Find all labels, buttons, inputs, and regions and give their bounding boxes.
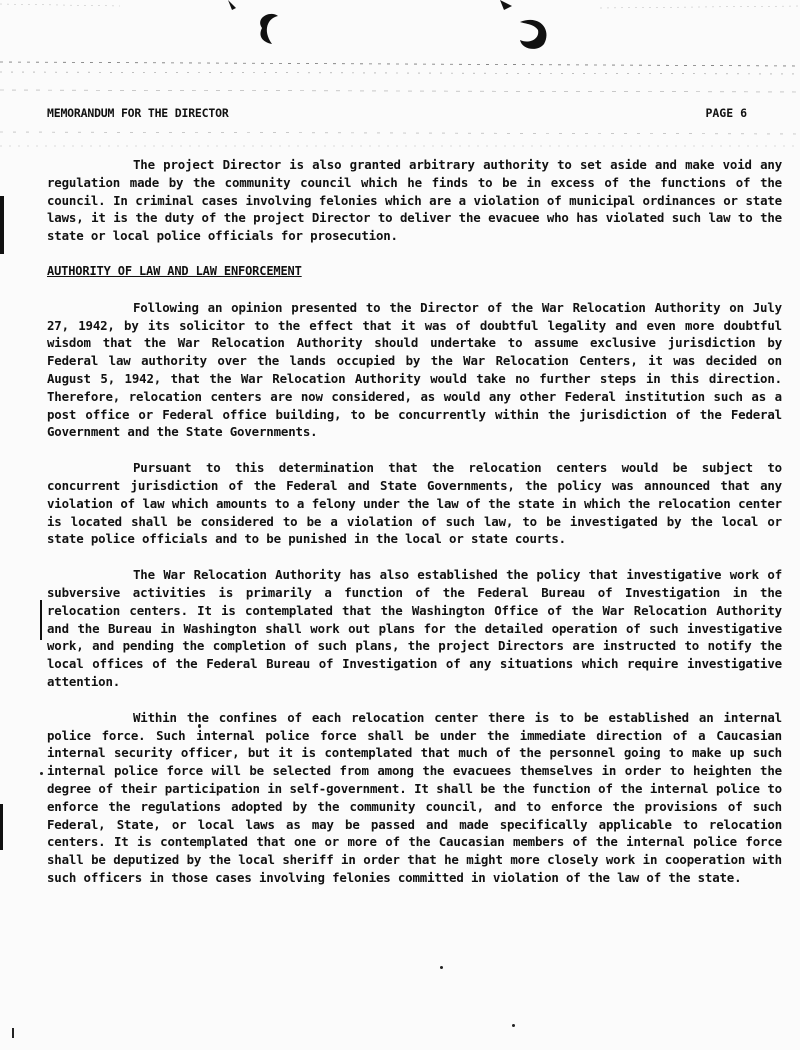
paragraph-fbi-investigation: The War Relocation Authority has also established the policy that investigative work of subversive activities is primarily a function of the Federal Bureau of Investigation in the relocation centers. It is contemplated that the Washington Office of the War Relocation Authority and the Bureau in Washington shall work out plans for the detailed operation of such investigative work, and pending the completion of such plans, the project Directors are instructed to notify the local offices of the Federal Bureau of Investigation of any situations which require investigative attention. xyxy=(47,567,782,689)
paragraph-solicitor-opinion: Following an opinion presented to the Director of the War Relocation Authority on July 27, 1942, by its solicitor to the effect that it was of doubtful legality and even more doubtful wisdom that the War Relocation Authority should undertake to assume exclusive jurisdiction by Federal law authority over the lands occupied by the War Relocation Centers, it was decided on August 5, 1942, that the War Relocation Authority would take no further steps in this direction. Therefore, relocation centers are now considered, as would any other Federal institution such as a post office or Federal office building, to be concurrently within the jurisdiction of the Federal Government and the State Governments. xyxy=(47,299,782,440)
speck xyxy=(12,1028,14,1038)
memo-header xyxy=(47,106,747,126)
speck xyxy=(512,1024,515,1027)
speck xyxy=(40,772,43,775)
speck xyxy=(440,966,443,969)
paragraph-internal-police: Within the confines of each relocation center there is to be established an internal police force. Such internal police force shall be under the immediate direction of a Caucasian internal security officer, but it is contemplated that much of the personnel going to make up such internal police force will be selected from among the evacuees themselves in order to heighten the degree of their participation in self-government. It shall be the function of the internal police to enforce the regulations adopted by the community council, and to enforce the provisions of such Federal, State, or local laws as may be passed and made specifically applicable to relocation centers. It is contemplated that one or more of the Caucasian members of the internal police force shall be deputized by the local sheriff in order that he might more closely work in cooperation with such officers in those cases involving felonies committed in violation of the law of the state. xyxy=(47,709,782,885)
binding-mark-left xyxy=(0,196,4,254)
memo-title: MEMORANDUM FOR THE DIRECTOR xyxy=(47,106,229,120)
memo-body xyxy=(47,156,782,905)
page-number: PAGE 6 xyxy=(705,106,747,120)
paragraph-concurrent-jurisdiction: Pursuant to this determination that the relocation centers would be subject to concurrent jurisdiction of the Federal and State Governments, the policy was announced that any violation of law which amounts to a felony under the law of the state in which the relocation center is located shall be considered to be a violation of such law, to be investigated by the local or state police officials and to be punished in the local or state courts. xyxy=(47,460,782,547)
paragraph-project-director-authority: The project Director is also granted arbitrary authority to set aside and make void any regulation made by the community council which he finds to be in excess of the functions of the council. In criminal cases involving felonies which are a violation of municipal ordinances or state laws, it is the duty of the project Director to deliver the evacuee who has violated such law to the state or local police officials for prosecution. xyxy=(47,157,782,244)
section-heading: AUTHORITY OF LAW AND LAW ENFORCEMENT xyxy=(47,263,302,278)
margin-bracket xyxy=(40,600,42,640)
scan-artifacts-top xyxy=(0,0,800,80)
binding-mark-left-2 xyxy=(0,804,3,850)
